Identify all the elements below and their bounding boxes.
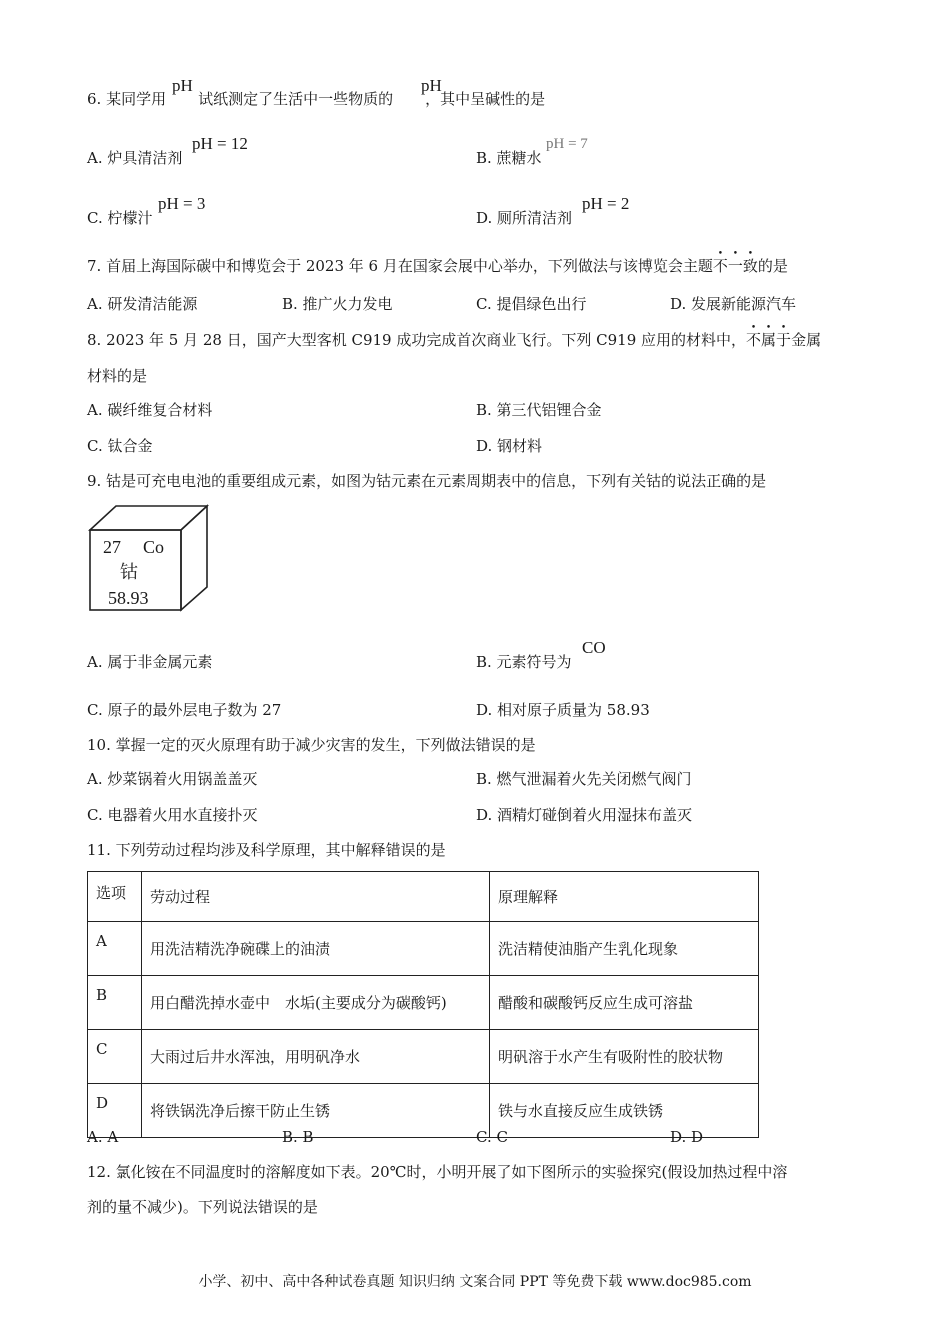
table-cell: 大雨过后井水浑浊，用明矾净水 [142,1030,490,1084]
table-header-cell: 原理解释 [490,872,759,922]
q7-dotted-char: 一 [727,257,743,275]
element-atomic-number: 27 [103,537,121,557]
q10-stem: 10. 掌握一定的灭火原理有助于减少灾害的发生，下列做法错误的是 [87,736,536,754]
q8-stem-continued: 材料的是 [87,367,148,385]
q8-dotted-char: 属 [761,331,777,349]
q7-option-d: D. 发展新能源汽车 [670,295,797,313]
table-cell: 用洗洁精洗净碗碟上的油渍 [142,922,490,976]
q8-stem [87,330,821,350]
element-atomic-mass: 58.93 [108,588,149,608]
table-cell: 洗洁精使油脂产生乳化现象 [490,922,759,976]
q8-option-a: A. 碳纤维复合材料 [87,401,213,419]
q12-stem-line-2: 剂的量不减少)。下列说法错误的是 [87,1198,318,1216]
table-row [88,922,759,976]
q10-option-b: B. 燃气泄漏着火先关闭燃气阀门 [476,770,692,788]
q9-option-a: A. 属于非金属元素 [87,653,213,671]
q7-stem-b: 的是 [757,257,788,275]
q11-option-b: B. B [282,1128,314,1146]
q6-stem-c: ，其中呈碱性的是 [425,90,546,108]
table-row [88,1084,759,1138]
table-cell: 将铁锅洗净后擦干防止生锈 [142,1084,490,1138]
table-cell: D [88,1084,142,1138]
table-header-row [88,872,759,922]
q8-option-c: C. 钛合金 [87,437,153,455]
q6-stem-a: 6. 某同学用 [87,90,167,108]
q6-option-b: B. 蔗糖水 [476,149,542,167]
table-cell: 用白醋洗掉水壶中 水垢(主要成分为碳酸钙) [142,976,490,1030]
q7-option-b: B. 推广火力发电 [282,295,393,313]
q9-option-c: C. 原子的最外层电子数为 27 [87,701,282,719]
q11-option-c: C. C [476,1128,508,1146]
element-cell-side-face [181,506,207,610]
q11-stem: 11. 下列劳动过程均涉及科学原理，其中解释错误的是 [87,841,446,859]
q9-option-b: B. 元素符号为 [476,653,572,671]
q11-option-a: A. A [87,1128,119,1146]
table-header-cell: 劳动过程 [142,872,490,922]
table-cell: 明矾溶于水产生有吸附性的胶状物 [490,1030,759,1084]
q7-stem [87,256,788,276]
q8-dotted-char: 不 [746,331,762,349]
q8-dotted-char: 于 [776,331,792,349]
q8-option-d: D. 钢材料 [476,437,543,455]
q8-stem-a: 8. 2023 年 5 月 28 日，国产大型客机 C919 成功完成首次商业飞行。下列 C919 应用的材料中， [87,331,747,349]
q12-stem-line-1: 12. 氯化铵在不同温度时的溶解度如下表。20℃时，小明开展了如下图所示的实验探究(假设加热过程中溶 [87,1163,788,1181]
table-cell: B [88,976,142,1030]
q6-stem [87,89,545,109]
q6-option-d-value: pH = 2 [582,194,630,213]
table-row [88,976,759,1030]
q8-stem-b: 金属 [791,331,822,349]
q6-option-b-value: pH = 7 [546,136,588,152]
q10-option-a: A. 炒菜锅着火用锅盖盖灭 [87,770,258,788]
element-name: 钴 [120,562,138,583]
table-row [88,1030,759,1084]
q9-option-b-value: CO [582,638,606,657]
labor-principle-table [87,871,759,1138]
q6-option-a: A. 炉具清洁剂 [87,149,183,167]
q6-option-c: C. 柠檬汁 [87,209,153,227]
table-cell: 醋酸和碳酸钙反应生成可溶盐 [490,976,759,1030]
q10-option-d: D. 酒精灯碰倒着火用湿抹布盖灭 [476,806,693,824]
table-cell: A [88,922,142,976]
q7-dotted-char: 致 [742,257,758,275]
q7-option-c: C. 提倡绿色出行 [476,295,587,313]
element-symbol: Co [143,537,165,557]
q8-option-b: B. 第三代铝锂合金 [476,401,602,419]
q11-option-d: D. D [670,1128,704,1146]
table-cell: 铁与水直接反应生成铁锈 [490,1084,759,1138]
q7-option-a: A. 研发清洁能源 [87,295,198,313]
table-header-cell: 选项 [88,872,142,922]
q6-ph-1: pH [172,76,193,95]
table-cell: C [88,1030,142,1084]
q9-stem: 9. 钴是可充电电池的重要组成元素，如图为钴元素在元素周期表中的信息，下列有关钴的说法正确的是 [87,472,767,490]
q9-option-d: D. 相对原子质量为 58.93 [476,701,650,719]
element-cell-top-face [90,506,207,530]
q7-stem-a: 7. 首届上海国际碳中和博览会于 2023 年 6 月在国家会展中心举办，下列做法与该博览会主题 [87,257,713,275]
q7-dotted-char: 不 [712,257,728,275]
q6-stem-b: 试纸测定了生活中一些物质的 [198,90,394,108]
q6-option-c-value: pH = 3 [158,194,206,213]
q10-option-c: C. 电器着火用水直接扑灭 [87,806,258,824]
page-footer: 小学、初中、高中各种试卷真题 知识归纳 文案合同 PPT 等免费下载 www.doc985.com [198,1274,752,1290]
q6-option-a-value: pH = 12 [192,134,248,153]
q6-ph-2: pH [421,76,442,95]
q6-option-d: D. 厕所清洁剂 [476,209,573,227]
